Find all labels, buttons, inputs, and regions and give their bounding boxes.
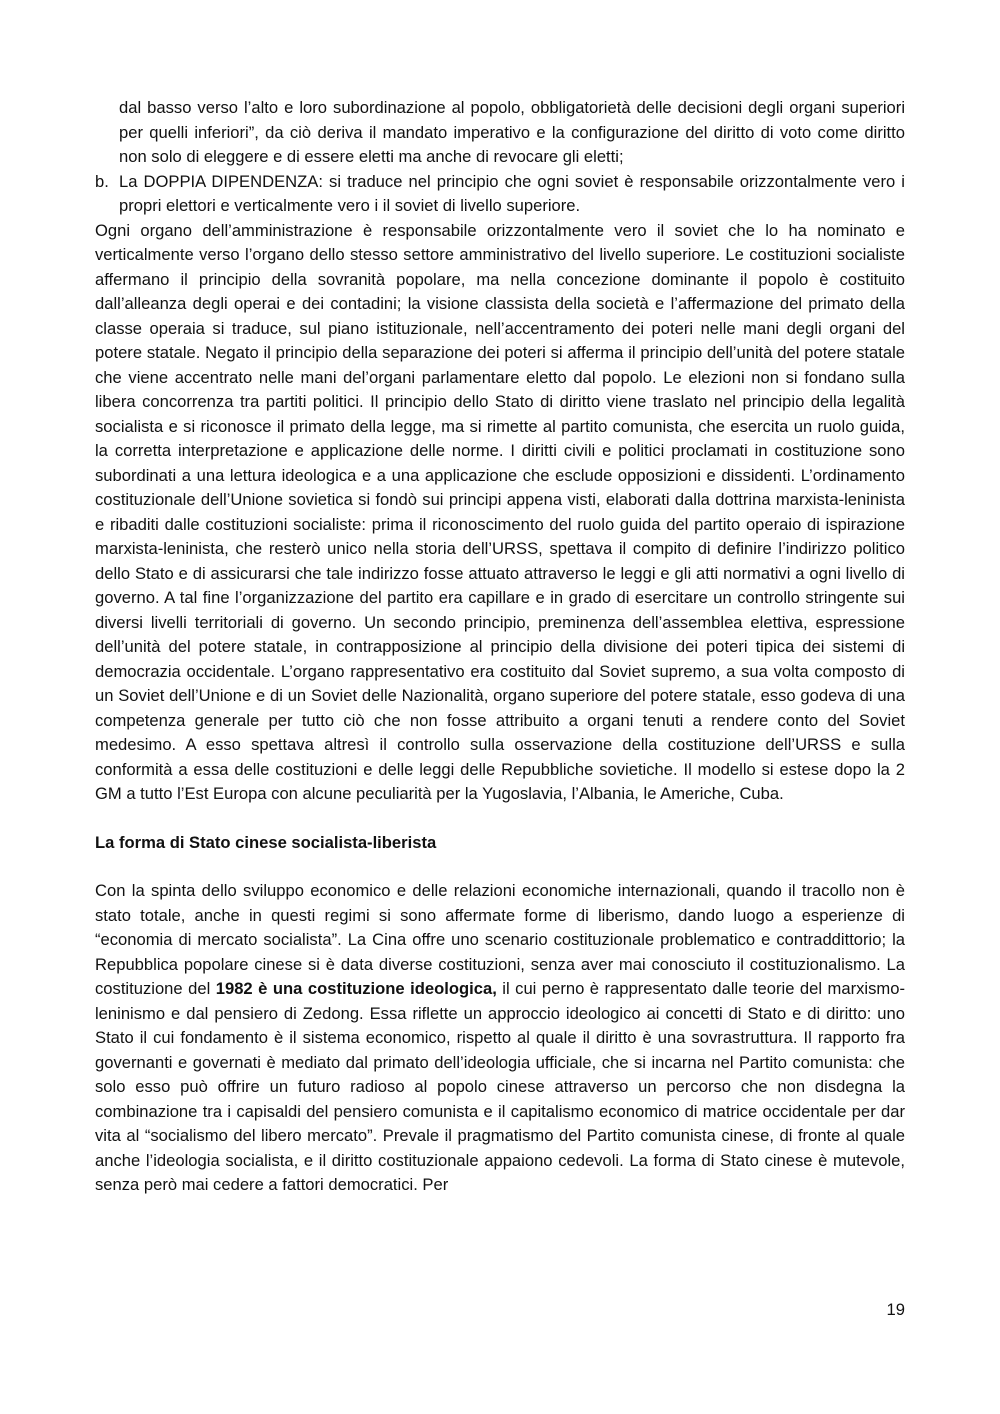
paragraph-2-text-end: il cui perno è rappresentato dalle teorie del marxismo-leninismo e dal pensiero di Zedong. Essa riflette un approccio ideologico ai concetti di Stato e di diritto: uno Stato il cui fondamento è il sistema economico, rispetto al quale il diritto è una sovrastruttura. Il rapporto fra governanti e governati è mediato dal primato dell’ideologia ufficiale, che si incarna nel Partito comunista: che solo esso può offrire un futuro radioso al popolo cinese attraverso un percorso che non disdegna la combinazione tra i capisaldi del pensiero comunista e il capitalismo economico di matrice occidentale per dar vita al “socialismo del libero mercato”. Prevale il pragmatismo del Partito comunista cinese, di fronte al quale anche l’ideologia socialista, e il diritto costituzionale appaiono cedevoli. La forma di Stato cinese è mutevole, senza però mai cedere a fattori democratici. Per — [95, 979, 905, 1194]
body-paragraph-2 — [95, 879, 905, 1198]
list-item-b — [95, 170, 905, 219]
paragraph-2-bold-text: 1982 è una costituzione ideologica, — [215, 979, 497, 998]
document-page — [95, 96, 905, 1198]
body-paragraph-1: Ogni organo dell’amministrazione è responsabile orizzontalmente vero il soviet che lo ha nominato e verticalmente verso l’organo dello stesso settore amministrativo del livello superiore. Le costituzioni socialiste affermano il principio della sovranità popolare, ma nella concezione dominante il popolo è costituito dall’alleanza degli operai e dei contadini; la visione classista della società e l’affermazione del primato della classe operaia si traduce, sul piano istituzionale, nell’accentramento dei poteri nelle mani degli organi del potere statale. Negato il principio della separazione dei poteri si afferma il principio dell’unità del potere statale che viene accentrato nelle mani del’organi parlamentare eletto dal popolo. Le elezioni non si fondano sulla libera concorrenza tra partiti politici. Il principio dello Stato di diritto viene traslato nel principio della legalità socialista e si riconosce il primato della legge, ma si rimette al partito comunista, che esercita un ruolo guida, la corretta interpretazione e applicazione delle norme. I diritti civili e politici proclamati in costituzione sono subordinati a una lettura ideologica e a una applicazione che esclude opposizioni e dissidenti. L’ordinamento costituzionale dell’Unione sovietica si fondò sui principi appena visti, elaborati dalla dottrina marxista-leninista e ribaditi dalle costituzioni socialiste: prima il riconoscimento del ruolo guida del partito operaio di ispirazione marxista-leninista, che resterò unico nella storia dell’URSS, spettava il compito di definire l’indirizzo politico dello Stato e di assicurarsi che tale indirizzo fosse attuato attraverso le leggi e gli atti normativi a ogni livello di governo. A tal fine l’organizzazione del partito era capillare e in grado di esercitare un controllo stringente sui diversi livelli territoriali di governo. Un secondo principio, preminenza dell’assemblea elettiva, espressione dell’unità del potere statale, in contrapposizione al principio della divisione dei poteri tipica dei sistemi di democrazia occidentale. L’organo rappresentativo era costituito dal Soviet supremo, a sua volta composto di un Soviet dell’Unione e di un Soviet delle Nazionalità, organo superiore del potere statale, esso godeva di una competenza generale per tutto ciò che non fosse attribuito a organi tenuti a rendere conto del Soviet medesimo. A esso spettava altresì il controllo sulla osservazione della costituzione dell’URSS e sulla conformità a essa delle costituzioni e delle leggi delle Repubbliche sovietiche. Il modello si estese dopo la 2 GM a tutto l’Est Europa con alcune peculiarità per la Yugoslavia, l’Albania, le Americhe, Cuba. — [95, 220, 905, 803]
section-heading: La forma di Stato cinese socialista-liberista — [95, 832, 437, 852]
list-item-text: La DOPPIA DIPENDENZA: si traduce nel principio che ogni soviet è responsabile orizzontalmente vero i propri elettori e verticalmente vero i il soviet di livello superiore. — [119, 171, 905, 215]
paragraph-2-text-start: Con la spinta dello sviluppo economico e delle relazioni economiche internazionali, quando il tracollo non è stato totale, anche in questi regimi si sono affermate forme di liberismo, dando luogo a esperienze di “economia di mercato socialista”. La Cina offre uno scenario costituzionale problematico e contraddittorio; la Repubblica popolare cinese si è data diverse costituzioni, senza aver mai conosciuto il costituzionalismo. La costituzione del — [95, 881, 905, 998]
list-marker: b. — [95, 171, 109, 191]
page-number: 19 — [886, 1300, 905, 1319]
list-continuation-text: dal basso verso l’alto e loro subordinazione al popolo, obbligatorietà delle decisioni degli organi superiori per quelli inferiori”, da ciò deriva il mandato imperativo e la configurazione del diritto di voto come diritto non solo di eleggere e di essere eletti ma anche di revocare gli eletti; — [119, 98, 905, 166]
